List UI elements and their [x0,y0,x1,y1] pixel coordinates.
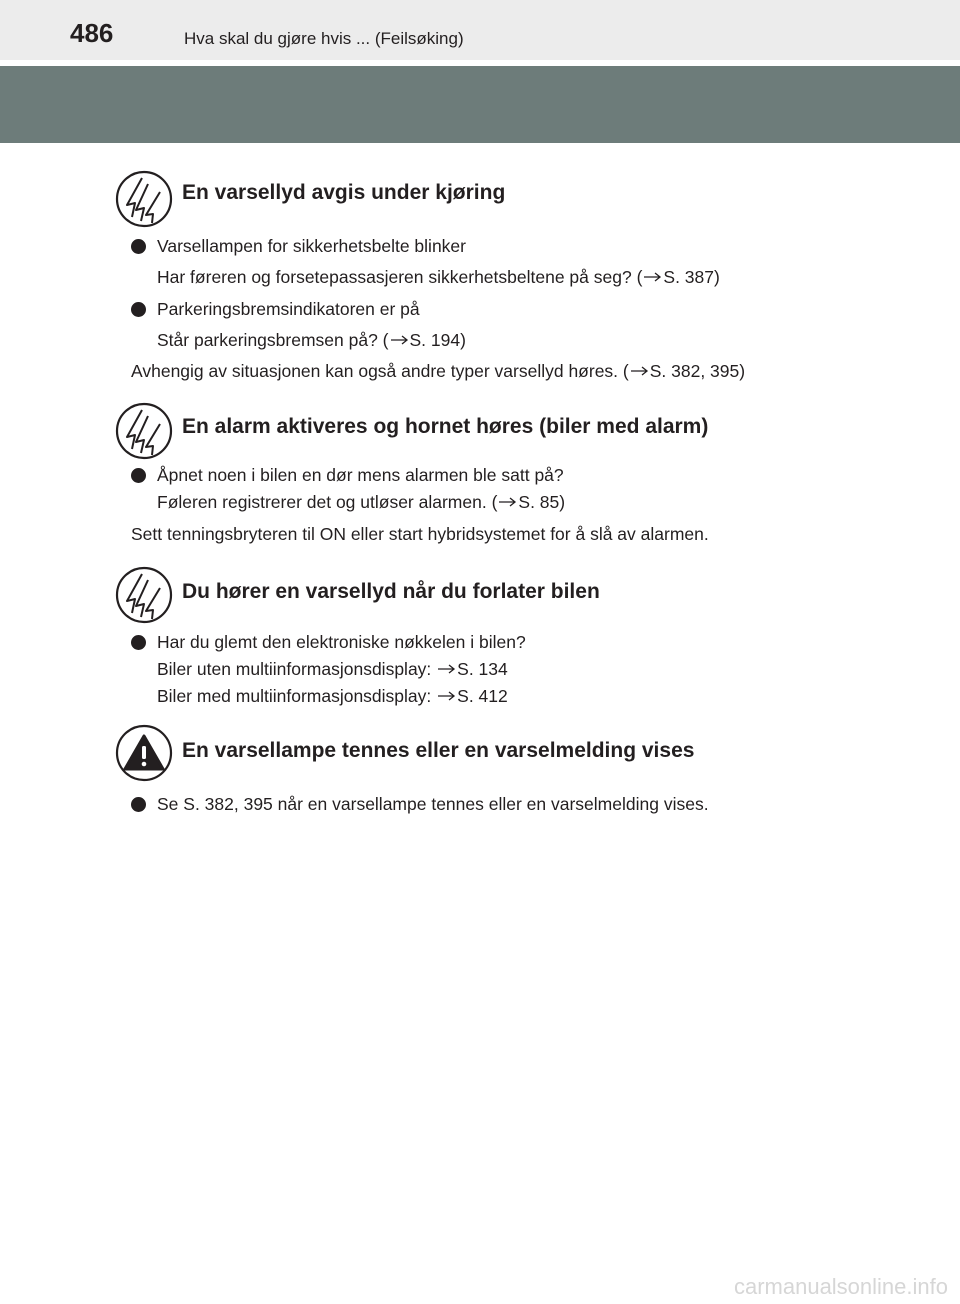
section-heading: Du hører en varsellyd når du forlater bilen [182,580,600,603]
list-item: Se S. 382, 395 når en varsellampe tennes eller en varselmelding vises. [157,794,709,814]
list-item-detail: Biler uten multiinformasjonsdisplay: S. 134 [157,659,508,679]
list-item: Parkeringsbremsindikatoren er på [157,299,420,319]
page-reference[interactable]: S. 134 [457,659,508,679]
exclamation-warning-icon [115,724,173,782]
arrow-right-icon [438,664,456,674]
section-heading: En alarm aktiveres og hornet høres (biler med alarm) [182,415,709,438]
arrow-right-icon [391,335,409,345]
bullet-icon [131,635,146,650]
section-banner [0,66,960,143]
chapter-title: Hva skal du gjøre hvis ... (Feilsøking) [184,29,464,48]
section-note: Avhengig av situasjonen kan også andre typer varsellyd høres. ( S. 382, 395) [131,361,746,381]
bullet-icon [131,468,146,483]
section-note: Sett tenningsbryteren til ON eller start hybridsystemet for å slå av alarmen. [131,524,709,544]
sound-warning-icon [115,170,173,228]
sound-warning-icon [115,402,173,460]
arrow-right-icon [438,691,456,701]
list-item-detail: Biler med multiinformasjonsdisplay: S. 412 [157,686,508,706]
list-item-detail: Står parkeringsbremsen på? ( S. 194) [157,330,466,350]
header-band [0,0,960,60]
page-reference[interactable]: S. 194 [409,330,461,350]
arrow-right-icon [631,366,649,376]
list-item: Har du glemt den elektroniske nøkkelen i bilen? [157,632,526,652]
section-heading: En varsellyd avgis under kjøring [182,181,506,204]
page-reference[interactable]: S. 412 [457,686,508,706]
list-item-detail: Føleren registrerer det og utløser alarmen. ( S. 85) [157,492,566,512]
page-reference[interactable]: S. 382, 395 [649,361,740,381]
page-reference[interactable]: S. 387 [663,267,715,287]
arrow-right-icon [644,272,662,282]
section-heading: En varsellampe tennes eller en varselmelding vises [182,739,695,762]
bullet-icon [131,302,146,317]
page-reference[interactable]: S. 85 [518,492,560,512]
watermark: carmanualsonline.info [733,1274,948,1299]
page-number: 486 [70,18,114,48]
bullet-icon [131,239,146,254]
sound-warning-icon [115,566,173,624]
list-item: Varsellampen for sikkerhetsbelte blinker [157,236,466,256]
arrow-right-icon [499,497,517,507]
list-item: Åpnet noen i bilen en dør mens alarmen ble satt på? [157,465,564,485]
list-item-detail: Har føreren og forsetepassasjeren sikkerhetsbeltene på seg? ( S. 387) [157,267,720,287]
bullet-icon [131,797,146,812]
